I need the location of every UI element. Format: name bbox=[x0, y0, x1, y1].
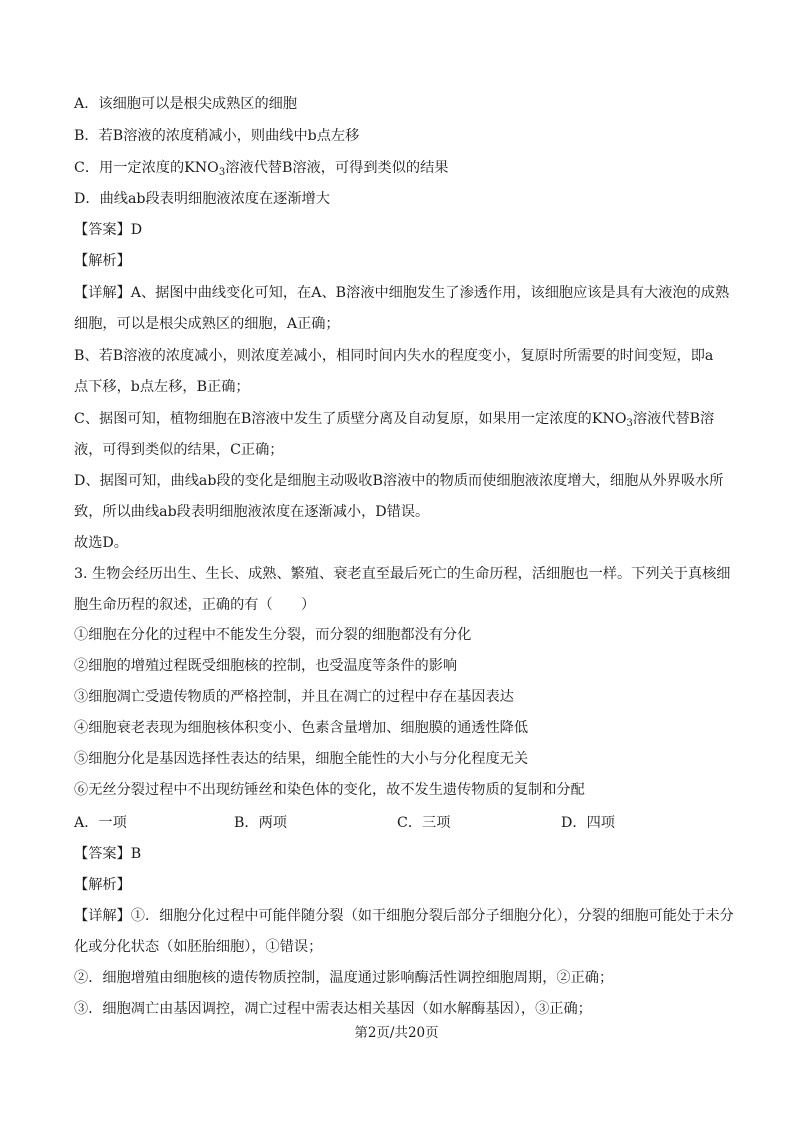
explanation-line: 致，所以曲线ab段表明细胞液浓度在逐渐减小，D错误。 bbox=[74, 504, 430, 520]
question-stem: 胞生命历程的叙述，正确的有（ ） bbox=[74, 597, 316, 613]
explanation-line: 化或分化状态（如胚胎细胞），①错误； bbox=[74, 939, 323, 955]
choice-d: D．四项 bbox=[561, 815, 615, 831]
question-stem: 3. 生物会经历出生、生长、成熟、繁殖、衰老直至最后死亡的生命历程，活细胞也一样。下列关于真核细 bbox=[74, 566, 731, 582]
explanation-line: D、据图可知，曲线ab段的变化是细胞主动吸收B溶液中的物质而使细胞液浓度增大，细胞从外界吸水所 bbox=[74, 473, 724, 489]
analysis-label: 【解析】 bbox=[74, 877, 131, 893]
answer-label: 【答案】D bbox=[74, 222, 143, 238]
analysis-label: 【解析】 bbox=[74, 253, 131, 269]
choice-c: C．三项 bbox=[397, 815, 451, 831]
page-number: 第2页/共20页 bbox=[354, 1025, 439, 1041]
answer-label: 【答案】B bbox=[74, 846, 142, 862]
conclusion: 故选D。 bbox=[74, 535, 128, 551]
option-d: D．曲线ab段表明细胞液浓度在逐渐增大 bbox=[74, 191, 330, 207]
statement-item: ④细胞衰老表现为细胞核体积变小、色素含量增加、细胞膜的通透性降低 bbox=[74, 720, 529, 736]
explanation-line: ③．细胞凋亡由基因调控，凋亡过程中需表达相关基因（如水解酶基因），③正确； bbox=[74, 1001, 592, 1017]
explanation-line: 【详解】①．细胞分化过程中可能伴随分裂（如干细胞分裂后部分子细胞分化），分裂的细胞可能处于未分 bbox=[74, 908, 734, 924]
choice-b: B．两项 bbox=[234, 815, 287, 831]
explanation-line: 细胞，可以是根尖成熟区的细胞，A正确； bbox=[74, 316, 340, 332]
explanation-line: C、据图可知，植物细胞在B溶液中发生了质壁分离及自动复原，如果用一定浓度的$KNO_3$溶液代替B溶 bbox=[74, 411, 715, 429]
option-a: A．该细胞可以是根尖成熟区的细胞 bbox=[74, 96, 298, 112]
explanation-line: B、若B溶液的浓度减小，则浓度差减小，相同时间内失水的程度变小，复原时所需要的时间变短，即a bbox=[74, 348, 714, 364]
explanation-line: 液，可得到类似的结果，C正确； bbox=[74, 442, 284, 458]
option-c: C．用一定浓度的$KNO_3$溶液代替B溶液，可得到类似的结果 bbox=[74, 160, 449, 178]
explanation-line: 点下移，b点左移，B正确； bbox=[74, 379, 250, 395]
option-b: B．若B溶液的浓度稍减小，则曲线中b点左移 bbox=[74, 128, 360, 144]
explanation-line: ②．细胞增殖由细胞核的遗传物质控制，温度通过影响酶活性调控细胞周期，②正确； bbox=[74, 970, 614, 986]
statement-item: ①细胞在分化的过程中不能发生分裂，而分裂的细胞都没有分化 bbox=[74, 627, 472, 643]
statement-item: ⑥无丝分裂过程中不出现纺锤丝和染色体的变化，故不发生遗传物质的复制和分配 bbox=[74, 782, 585, 798]
explanation-line: 【详解】A、据图中曲线变化可知，在A、B溶液中细胞发生了渗透作用，该细胞应该是具有大液泡的成熟 bbox=[74, 285, 730, 301]
statement-item: ⑤细胞分化是基因选择性表达的结果，细胞全能性的大小与分化程度无关 bbox=[74, 751, 529, 767]
statement-item: ②细胞的增殖过程既受细胞核的控制，也受温度等条件的影响 bbox=[74, 658, 458, 674]
choice-a: A．一项 bbox=[74, 815, 127, 831]
statement-item: ③细胞凋亡受遗传物质的严格控制，并且在凋亡的过程中存在基因表达 bbox=[74, 689, 514, 705]
